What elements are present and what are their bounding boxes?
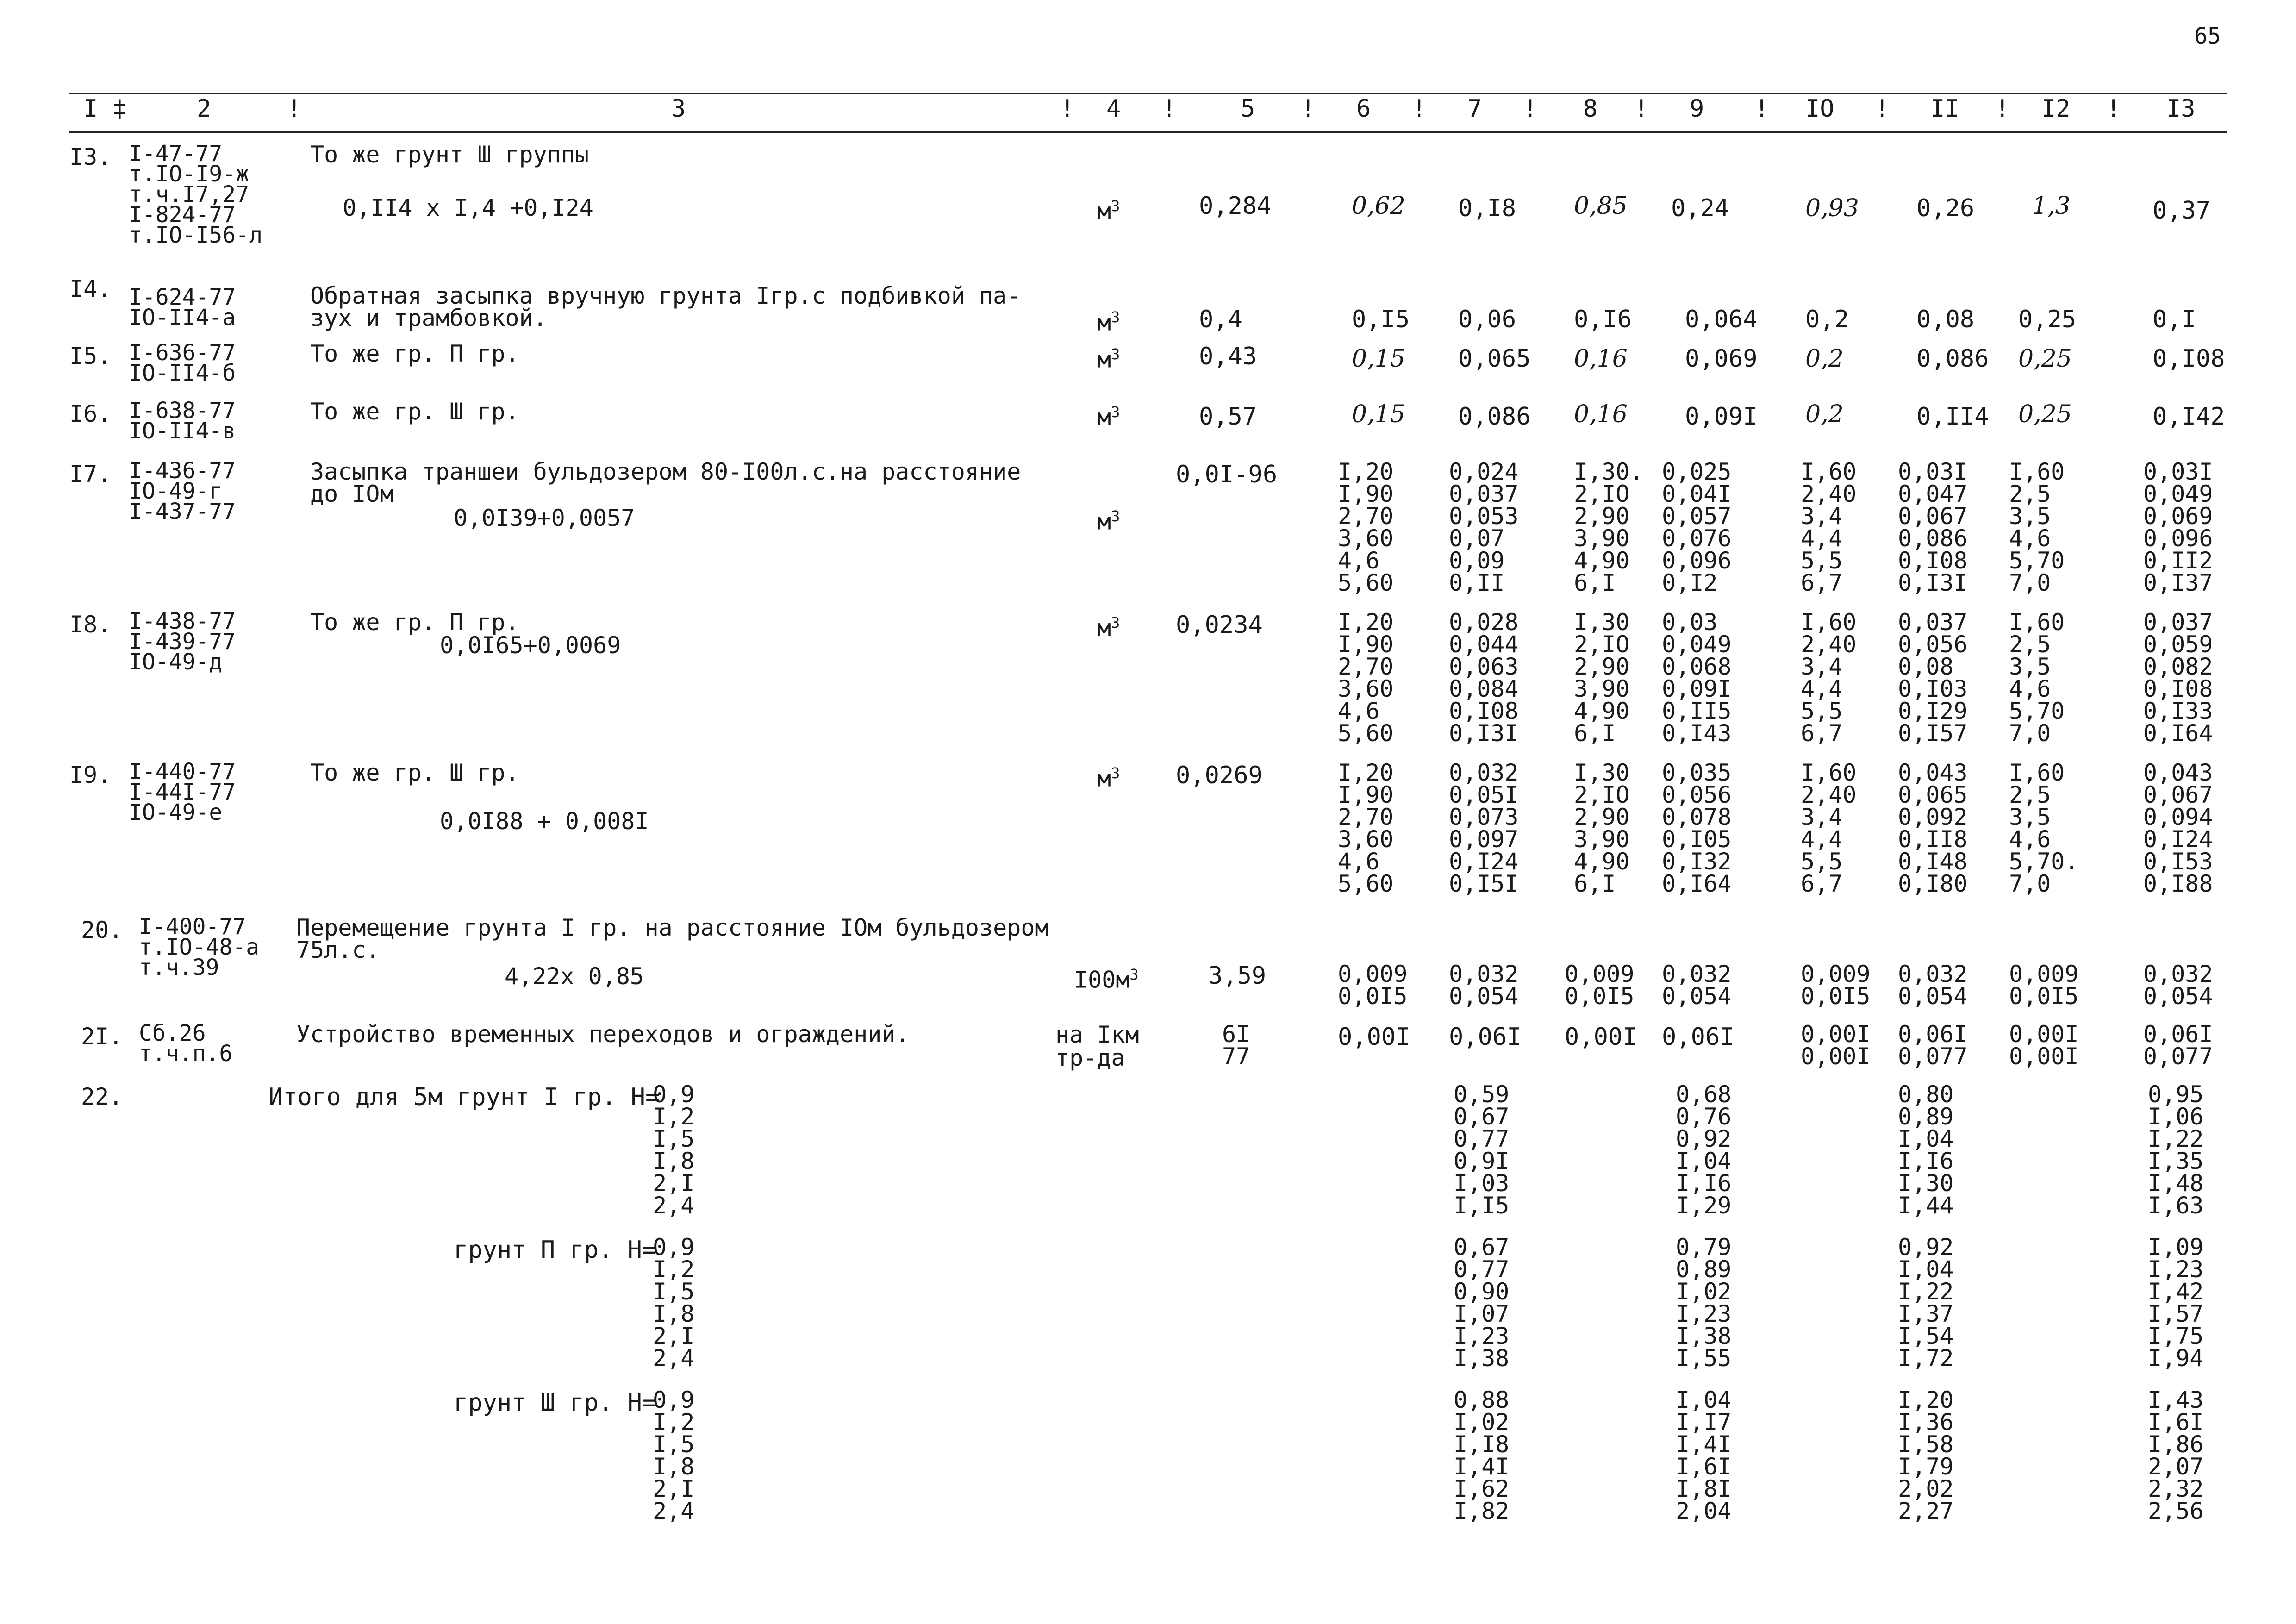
col12-value: 0,25 — [2018, 400, 2072, 428]
col11-values: 0,06I 0,077 — [1898, 1021, 1968, 1070]
col12-value: 0,25 — [2018, 345, 2072, 373]
col6-value: 0,15 — [1352, 400, 1405, 428]
header-col-12: I2 — [2041, 95, 2071, 123]
totals-col9: 0,68 0,76 0,92 I,04 I,I6 I,29 — [1676, 1081, 1732, 1219]
col7-value: 0,06I — [1449, 1023, 1522, 1051]
row-unit: $м^3$ — [1097, 197, 1120, 225]
col10-values: I,60 2,40 3,4 4,4 5,5 6,7 — [1801, 759, 1857, 897]
row-number: I6. — [69, 400, 112, 427]
col12-values: 0,00I 0,00I — [2009, 1021, 2079, 1070]
row-formula: 0,0I88 + 0,008I — [440, 808, 649, 835]
col12-values: I,60 2,5 3,5 4,6 5,70 7,0 — [2009, 609, 2065, 747]
col7-values: 0,032 0,054 — [1449, 961, 1519, 1010]
col13-values: 0,03I 0,049 0,069 0,096 0,II2 0,I37 — [2143, 458, 2213, 596]
col8-value: 0,85 — [1574, 192, 1628, 220]
header-separator: ! — [1754, 95, 1769, 123]
col10-values: 0,00I 0,00I — [1801, 1021, 1871, 1070]
col5-value: 6I 77 — [1222, 1021, 1250, 1070]
col8-value: 0,00I — [1565, 1023, 1637, 1051]
header-separator: ! — [1875, 95, 1890, 123]
col11-values: 0,032 0,054 — [1898, 961, 1968, 1010]
col5-value: 3,59 — [1208, 962, 1267, 990]
col10-value: 0,93 — [1805, 194, 1859, 222]
totals-col7: 0,88 I,02 I,I8 I,4I I,62 I,82 — [1454, 1387, 1510, 1524]
header-col-11: II — [1930, 95, 1959, 123]
totals-col9: 0,79 0,89 I,02 I,23 I,38 I,55 — [1676, 1234, 1732, 1372]
header-bottom-rule — [69, 131, 2227, 133]
col6-values: I,20 I,90 2,70 3,60 4,6 5,60 — [1338, 609, 1394, 747]
totals-label-group-3: грунт Ш гр. Н= — [454, 1389, 657, 1417]
row-code: I-440-77 I-44I-77 IO-49-е — [129, 759, 236, 825]
totals-label-group-2: грунт П гр. Н= — [454, 1236, 657, 1264]
header-col-7: 7 — [1467, 95, 1482, 123]
col13-value: 0,I42 — [2152, 403, 2225, 431]
row-code: I-624-77 IO-II4-а — [129, 284, 236, 331]
col10-values: 0,009 0,0I5 — [1801, 961, 1871, 1010]
page-number: 65 — [2194, 23, 2221, 49]
header-separator: ! — [1060, 95, 1075, 123]
col8-values: I,30. 2,IO 2,90 3,90 4,90 6,I — [1574, 458, 1644, 596]
row-description: Обратная засыпка вручную грунта Iгр.с подбивкой па- зух и трамбовкой. — [310, 282, 1021, 331]
row-unit: $м^3$ — [1097, 345, 1120, 373]
row-description: То же гр. П гр. — [310, 340, 519, 367]
header-col-9: 9 — [1690, 95, 1704, 123]
row-description: То же гр. Ш гр. — [310, 759, 519, 786]
col9-value: 0,06I — [1662, 1023, 1734, 1051]
col9-values: 0,03 0,049 0,068 0,09I 0,II5 0,I43 — [1662, 609, 1732, 747]
col8-values: I,30 2,IO 2,90 3,90 4,90 6,I — [1574, 759, 1630, 897]
col11-value: 0,08 — [1916, 306, 1975, 333]
col5-value: 0,0I-96 — [1176, 461, 1278, 488]
col7-value: 0,065 — [1458, 345, 1531, 373]
col6-value: 0,15 — [1352, 345, 1405, 373]
col13-values: 0,043 0,067 0,094 0,I24 0,I53 0,I88 — [2143, 759, 2213, 897]
col13-value: 0,I08 — [2152, 345, 2225, 373]
row-number: I8. — [69, 611, 112, 638]
totals-h-values: 0,9 I,2 I,5 I,8 2,I 2,4 — [653, 1081, 695, 1219]
col11-value: 0,086 — [1916, 345, 1989, 373]
header-col-13: I3 — [2166, 95, 2196, 123]
col9-value: 0,064 — [1685, 306, 1758, 333]
col12-values: I,60 2,5 3,5 4,6 5,70 7,0 — [2009, 458, 2065, 596]
header-col-10: IO — [1805, 95, 1834, 123]
totals-col11: I,20 I,36 I,58 I,79 2,02 2,27 — [1898, 1387, 1954, 1524]
col5-value: 0,43 — [1199, 343, 1257, 370]
header-separator: ! — [287, 95, 302, 123]
col9-value: 0,069 — [1685, 345, 1758, 373]
header-col-5: 5 — [1241, 95, 1255, 123]
col5-value: 0,0234 — [1176, 611, 1263, 639]
col7-value: 0,06 — [1458, 306, 1516, 333]
col11-values: 0,037 0,056 0,08 0,I03 0,I29 0,I57 — [1898, 609, 1968, 747]
totals-col13: I,43 I,6I I,86 2,07 2,32 2,56 — [2148, 1387, 2204, 1524]
col12-value: 0,25 — [2018, 306, 2077, 333]
col7-values: 0,028 0,044 0,063 0,084 0,I08 0,I3I — [1449, 609, 1519, 747]
row-number: I4. — [69, 275, 112, 302]
col5-value: 0,0269 — [1176, 762, 1263, 789]
col10-value: 0,2 — [1805, 345, 1844, 373]
row-code: I-638-77 IO-II4-в — [129, 398, 236, 444]
table-header — [69, 95, 2227, 130]
totals-h-values: 0,9 I,2 I,5 I,8 2,I 2,4 — [653, 1387, 695, 1524]
col6-values: 0,009 0,0I5 — [1338, 961, 1408, 1010]
totals-h-values: 0,9 I,2 I,5 I,8 2,I 2,4 — [653, 1234, 695, 1372]
totals-col13: 0,95 I,06 I,22 I,35 I,48 I,63 — [2148, 1081, 2204, 1219]
totals-col9: I,04 I,I7 I,4I I,6I I,8I 2,04 — [1676, 1387, 1732, 1524]
row-description: То же гр. Ш гр. — [310, 398, 519, 425]
col13-values: 0,032 0,054 — [2143, 961, 2213, 1010]
row-code: I-47-77 т.IO-I9-ж т.ч.I7,27 I-824-77 т.IO-I56-л — [129, 141, 262, 248]
row-number: 2I. — [81, 1023, 123, 1050]
row-unit: $м^3$ — [1097, 764, 1120, 792]
row-number: I3. — [69, 144, 112, 170]
row-description: Перемещение грунта I гр. на расстояние IOм бульдозером 75л.с. — [296, 914, 1049, 963]
header-separator: ! — [1634, 95, 1649, 123]
col6-values: I,20 I,90 2,70 3,60 4,6 5,60 — [1338, 759, 1394, 897]
row-unit: $м^3$ — [1097, 507, 1120, 535]
col8-values: 0,009 0,0I5 — [1565, 961, 1635, 1010]
col8-values: I,30 2,IO 2,90 3,90 4,90 6,I — [1574, 609, 1630, 747]
col10-value: 0,2 — [1805, 400, 1844, 428]
col9-values: 0,025 0,04I 0,057 0,076 0,096 0,I2 — [1662, 458, 1732, 596]
header-separator: ! — [1412, 95, 1427, 123]
col7-values: 0,032 0,05I 0,073 0,097 0,I24 0,I5I — [1449, 759, 1519, 897]
col6-value: 0,00I — [1338, 1023, 1410, 1051]
col13-values: 0,06I 0,077 — [2143, 1021, 2213, 1070]
col11-values: 0,043 0,065 0,092 0,II8 0,I48 0,I80 — [1898, 759, 1968, 897]
header-separator: ! — [1301, 95, 1316, 123]
row-code: Сб.26 т.ч.п.6 — [139, 1020, 233, 1067]
header-top-rule — [69, 93, 2227, 94]
row-number: I5. — [69, 343, 112, 369]
header-col-2: 2 — [197, 95, 212, 123]
col6-value: 0,I5 — [1352, 306, 1410, 333]
col8-value: 0,16 — [1574, 400, 1628, 428]
header-col-6: 6 — [1356, 95, 1371, 123]
header-col-8: 8 — [1583, 95, 1598, 123]
totals-col11: 0,92 I,04 I,22 I,37 I,54 I,72 — [1898, 1234, 1954, 1372]
row-formula: 0,0I39+0,0057 — [454, 505, 635, 531]
header-separator: ! — [1523, 95, 1538, 123]
row-code: I-436-77 IO-49-г I-437-77 — [129, 458, 236, 525]
col8-value: 0,16 — [1574, 345, 1628, 373]
header-col-4: 4 — [1106, 95, 1121, 123]
row-description: То же грунт Ш группы — [310, 141, 589, 168]
row-unit: $м^3$ — [1097, 403, 1120, 431]
row-unit: $м^3$ — [1097, 614, 1120, 642]
row-unit: $м^3$ — [1097, 308, 1120, 336]
header-col-1: I ‡ — [83, 95, 127, 123]
col13-value: 0,I — [2152, 306, 2196, 333]
row-unit: на Iкм тр-да — [1055, 1021, 1139, 1071]
row-formula: 4,22x 0,85 — [505, 963, 644, 990]
col10-values: I,60 2,40 3,4 4,4 5,5 6,7 — [1801, 458, 1857, 596]
col11-value: 0,II4 — [1916, 403, 1989, 431]
col11-values: 0,03I 0,047 0,067 0,086 0,I08 0,I3I — [1898, 458, 1968, 596]
col5-value: 0,4 — [1199, 306, 1242, 333]
col7-values: 0,024 0,037 0,053 0,07 0,09 0,II — [1449, 458, 1519, 596]
col5-value: 0,57 — [1199, 403, 1257, 431]
col8-value: 0,I6 — [1574, 306, 1632, 333]
row-description: То же гр. П гр. — [310, 609, 519, 636]
totals-label-group-1: Итого для 5м грунт I гр. Н= — [268, 1083, 660, 1111]
col10-values: I,60 2,40 3,4 4,4 5,5 6,7 — [1801, 609, 1857, 747]
row-number: 22. — [81, 1083, 123, 1110]
row-description: Засыпка траншеи бульдозером 80-I00л.с.на расстояние до IOм — [310, 458, 1021, 507]
col13-value: 0,37 — [2152, 197, 2211, 225]
row-formula: 0,0I65+0,0069 — [440, 632, 621, 659]
col13-values: 0,037 0,059 0,082 0,I08 0,I33 0,I64 — [2143, 609, 2213, 747]
header-col-3: 3 — [671, 95, 686, 123]
totals-col7: 0,67 0,77 0,90 I,07 I,23 I,38 — [1454, 1234, 1510, 1372]
row-code: I-636-77 IO-II4-б — [129, 340, 236, 386]
row-number: 20. — [81, 917, 123, 943]
col9-value: 0,24 — [1671, 194, 1729, 222]
totals-col13: I,09 I,23 I,42 I,57 I,75 I,94 — [2148, 1234, 2204, 1372]
col9-values: 0,035 0,056 0,078 0,I05 0,I32 0,I64 — [1662, 759, 1732, 897]
col9-value: 0,09I — [1685, 403, 1758, 431]
header-separator: ! — [1162, 95, 1177, 123]
row-unit: $I00м^3$ — [1074, 966, 1139, 993]
row-code: I-438-77 I-439-77 IO-49-д — [129, 608, 236, 675]
row-formula: 0,II4 x I,4 +0,I24 — [343, 194, 593, 221]
col12-values: 0,009 0,0I5 — [2009, 961, 2079, 1010]
col10-value: 0,2 — [1805, 306, 1849, 333]
header-separator: ! — [2106, 95, 2121, 123]
col12-value: 1,3 — [2032, 192, 2071, 220]
col6-values: I,20 I,90 2,70 3,60 4,6 5,60 — [1338, 458, 1394, 596]
col7-value: 0,I8 — [1458, 194, 1516, 222]
row-number: I9. — [69, 762, 112, 788]
col7-value: 0,086 — [1458, 403, 1531, 431]
col5-value: 0,284 — [1199, 192, 1272, 220]
col6-value: 0,62 — [1352, 192, 1405, 220]
col9-values: 0,032 0,054 — [1662, 961, 1732, 1010]
header-separator: ! — [1995, 95, 2010, 123]
totals-col7: 0,59 0,67 0,77 0,9I I,03 I,I5 — [1454, 1081, 1510, 1219]
row-code: I-400-77 т.IO-48-а т.ч.39 — [139, 914, 260, 981]
col12-values: I,60 2,5 3,5 4,6 5,70. 7,0 — [2009, 759, 2079, 897]
col11-value: 0,26 — [1916, 194, 1975, 222]
row-number: I7. — [69, 461, 112, 487]
row-description: Устройство временных переходов и ограждений. — [296, 1021, 910, 1048]
totals-col11: 0,80 0,89 I,04 I,I6 I,30 I,44 — [1898, 1081, 1954, 1219]
